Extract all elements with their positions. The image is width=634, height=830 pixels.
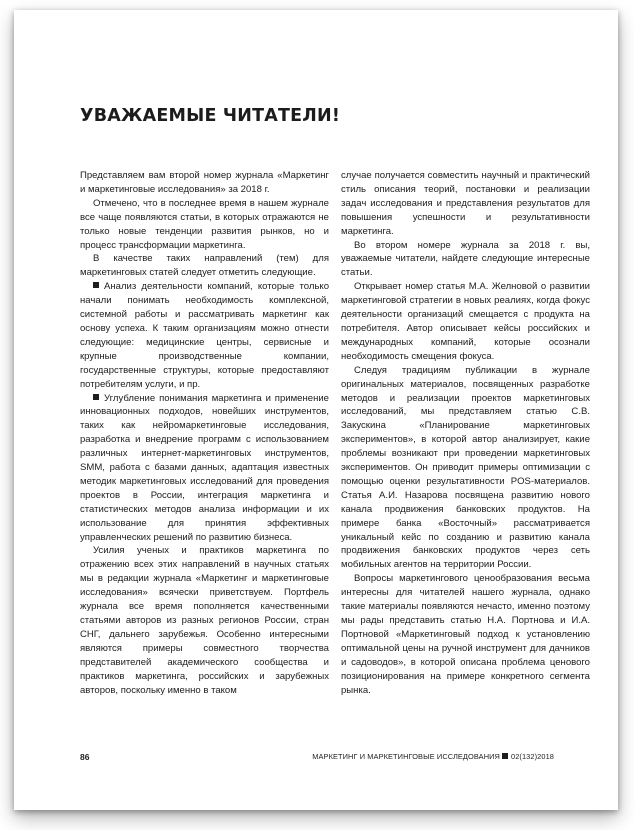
bullet-text: Анализ деятельности компаний, которые только начали понимать необходимость комплексной, системной работы и рассматривать маркетинг как основу успеха. К таким организациям можно отнести следующие: медицинские центры, сервисные и крупные производственные компании, государственные структуры, которые предоставляют потребителям услуги, и пр. xyxy=(80,281,329,390)
square-bullet-icon xyxy=(93,282,99,288)
paragraph: Представляем вам второй номер журнала «Маркетинг и маркетинговые исследования» за 2018 г. xyxy=(80,170,329,195)
page-heading: УВАЖАЕМЫЕ ЧИТАТЕЛИ! xyxy=(80,106,341,126)
square-bullet-icon xyxy=(93,394,99,400)
paragraph: В качестве таких направлений (тем) для маркетинговых статей следует отметить следующие. xyxy=(80,253,329,279)
paragraph: Следуя традициям публикации в журнале оригинальных материалов, посвященных разработке методов и реализации проектов маркетинговых исследований, мы представляем статью С.В. Закускина «Планирование маркетинговых экспериментов», в которой автор анализирует, какие проблемы возникают при проведении маркетинговых экспериментов. Он приводит примеры оптимизации с помощью оценки результативности POS-материалов. Статья А.И. Назарова посвящена развитию нового канала продвижения банковских продуктов. На примере банка «Восточный» рассматривается уникальный кейс по созданию и развитию канала продвижения банковских продуктов через сеть мобильных агентов на территории России. xyxy=(341,364,590,571)
journal-title: МАРКЕТИНГ И МАРКЕТИНГОВЫЕ ИССЛЕДОВАНИЯ xyxy=(312,752,500,761)
page-footer xyxy=(80,752,554,764)
right-column xyxy=(341,169,590,697)
paragraph: Открывает номер статья М.А. Желновой о развитии маркетинговой стратегии в новых реалиях, когда фокус деятельности организаций смещается с продукта на потребителя. Автор описывает кейсы российских и международных компаний, которые осознали необходимость смещения фокуса. xyxy=(341,281,590,362)
paragraph: Вопросы маркетингового ценообразования весьма интересны для читателей нашего журнала, однако такие материалы появляются нечасто, именно поэтому мы рады представить статью Н.А. Портнова и И.А. Портновой «Маркетинговый подход к установлению оптимальной цены на ручной инструмент для дачников и садоводов», в которой описана проблема ценового позиционирования на примере конкретного сегмента рынка. xyxy=(341,573,590,696)
left-column xyxy=(80,169,329,697)
bullet-text: Углубление понимания маркетинга и применение инновационных подходов, новейших инструментов, таких как нейромаркетинговые исследования, разработка и внедрение программ с использованием различных интернет-маркетинговых инструментов, SMM, работа с базами данных, адаптация известных методик маркетинговых исследований для проведения проектов в России, интеграция маркетинга и статистических методов анализа информации и их использование для принятия эффективных управленческих решений по развитию бизнеса. xyxy=(80,392,329,543)
paragraph: Во втором номере журнала за 2018 г. вы, уважаемые читатели, найдете следующие интересные статьи. xyxy=(341,239,590,279)
paragraph: Усилия ученых и практиков маркетинга по отражению всех этих направлений в научных статьях мы в редакции журнала «Маркетинг и маркетинговые исследования» всячески приветствуем. Портфель журнала все время пополняется качественными статьями авторов из разных регионов России, стран СНГ, дальнего зарубежья. Особенно интересными являются примеры совместного творчества представителей академического сообщества и практиков маркетинга, российских и зарубежных авторов, поскольку именно в таком xyxy=(80,545,329,696)
paragraph: случае получается совместить научный и практический стиль описания теорий, постановки и реализации задач исследования и представления результатов для повышения успешности и результативности маркетинга. xyxy=(341,170,590,237)
square-separator-icon xyxy=(502,753,508,759)
running-footer xyxy=(312,752,554,761)
bullet-paragraph xyxy=(80,392,329,545)
paragraph: Отмечено, что в последнее время в нашем журнале все чаще появляются статьи, в которых отражаются не только новые тенденции развития рынков, но и процесс трансформации маркетинга. xyxy=(80,197,329,251)
bullet-paragraph xyxy=(80,280,329,391)
journal-page xyxy=(14,10,618,810)
issue-number: 02(132)2018 xyxy=(510,752,554,761)
page-number: 86 xyxy=(80,752,90,762)
